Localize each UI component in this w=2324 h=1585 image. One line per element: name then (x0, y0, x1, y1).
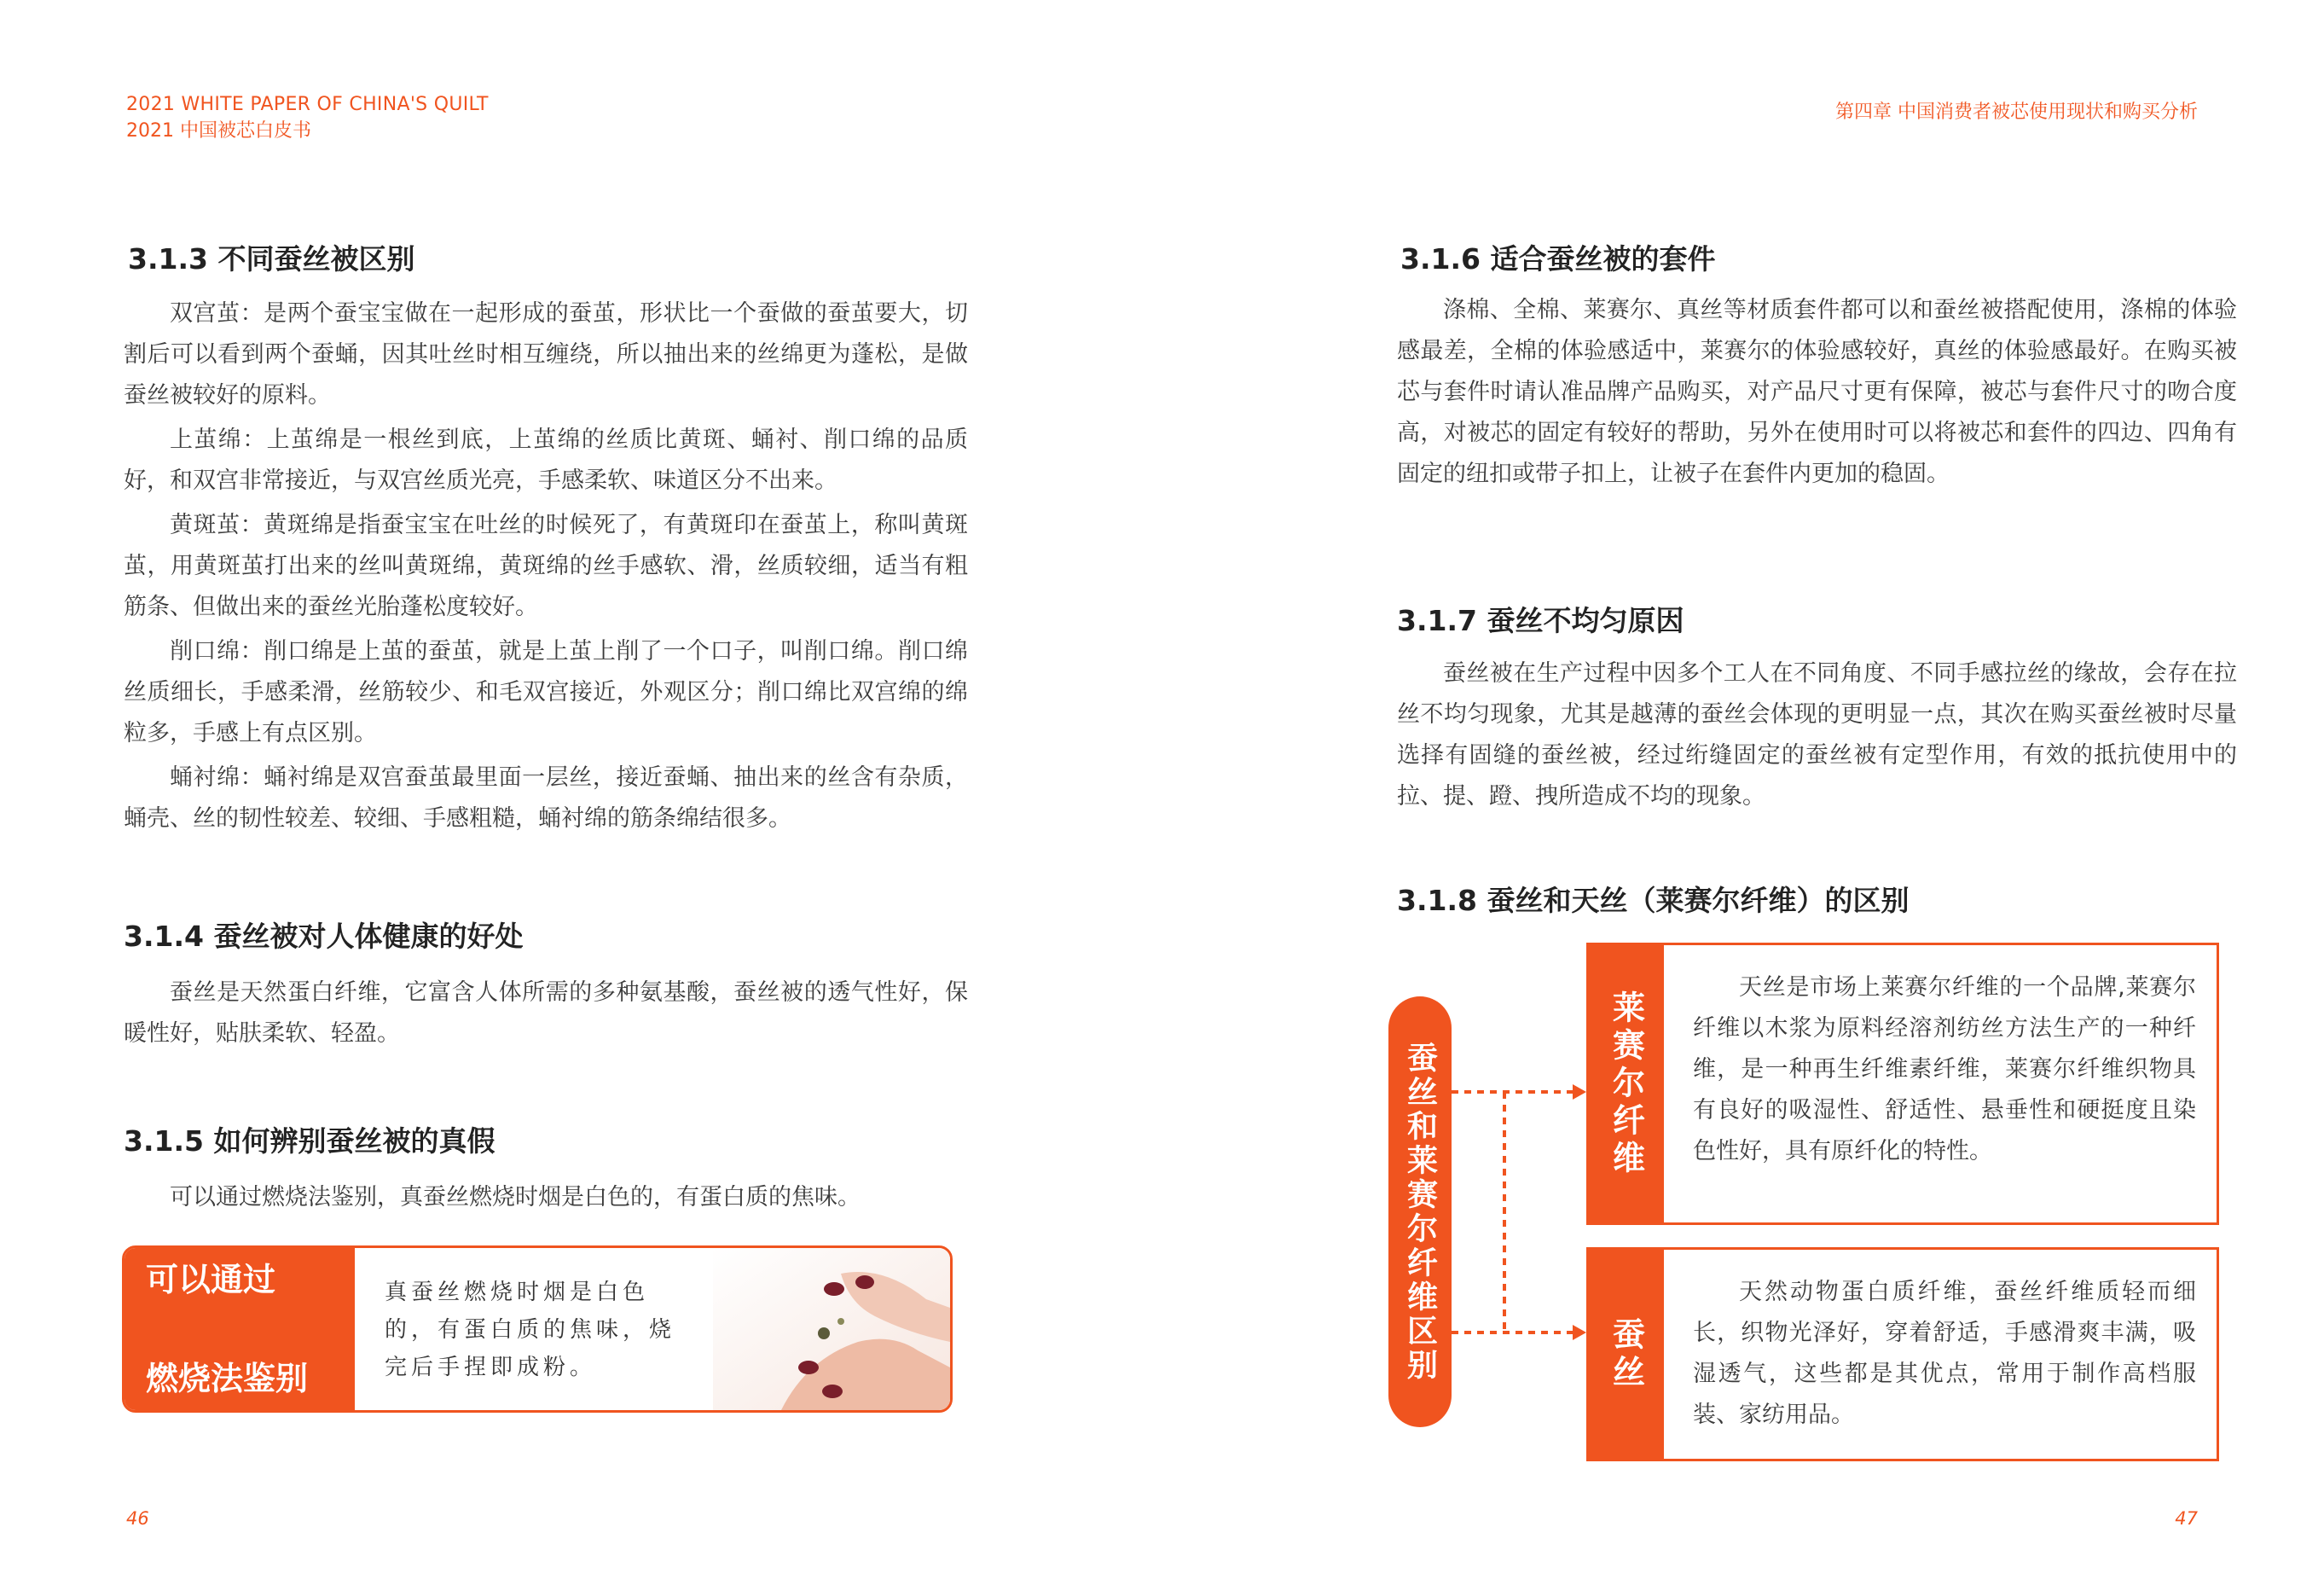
section-3-1-4-body (124, 972, 968, 1054)
section-3-1-5-title: 3.1.5 如何辨别蚕丝被的真假 (124, 1124, 496, 1158)
silk-card-text (1693, 1272, 2196, 1436)
paragraph-huangban: 黄斑茧：黄斑绵是指蚕宝宝在吐丝的时候死了，有黄斑印在蚕茧上，称叫黄斑茧，用黄斑茧打出来的丝叫黄斑绵，黄斑绵的丝手感软、滑，丝质较细，适当有粗筋条、但做出来的蚕丝光胎蓬松度较好。 (124, 512, 968, 620)
lyocell-tag-label: 莱赛尔纤维 (1607, 990, 1645, 1178)
burn-test-text: 真蚕丝燃烧时烟是白色的，有蛋白质的焦味，烧完后手捏即成粉。 (385, 1280, 676, 1380)
paragraph-shuanggong: 双宫茧：是两个蚕宝宝做在一起形成的蚕茧，形状比一个蚕做的蚕茧要大，切割后可以看到两个蚕蛹，因其吐丝时相互缠绕，所以抽出来的丝绵更为蓬松，是做蚕丝被较好的原料。 (124, 300, 968, 409)
section-3-1-6-body (1397, 290, 2237, 495)
header-title-en: 2021 WHITE PAPER OF CHINA'S QUILT (126, 94, 489, 115)
paragraph-xiaokou: 削口绵：削口绵是上茧的蚕茧，就是上茧上削了一个口子，叫削口绵。削口绵丝质细长，手感柔滑，丝筋较少、和毛双宫接近，外观区分；削口绵比双宫绵的绵粒多，手感上有点区别。 (124, 638, 968, 746)
paragraph-shangjian: 上茧绵：上茧绵是一根丝到底，上茧绵的丝质比黄斑、蛹衬、削口绵的品质好，和双宫非常接近，与双宫丝质光亮，手感柔软、味道区分不出来。 (124, 427, 968, 494)
burn-label-line-1: 可以通过 (146, 1261, 276, 1298)
page-number-left: 46 (126, 1508, 149, 1529)
section-3-1-3-title: 3.1.3 不同蚕丝被区别 (128, 242, 415, 276)
lyocell-card-tag (1589, 945, 1664, 1222)
paragraph-burn-test: 可以通过燃烧法鉴别，真蚕丝燃烧时烟是白色的，有蛋白质的焦味。 (170, 1184, 861, 1211)
section-3-1-4-title: 3.1.4 蚕丝被对人体健康的好处 (124, 920, 524, 953)
header-title-cn: 2021 中国被芯白皮书 (126, 120, 311, 142)
connector-arrows (1450, 1075, 1588, 1348)
silk-tag-label: 蚕丝 (1607, 1316, 1645, 1392)
burning-silk-photo (713, 1248, 950, 1410)
silk-card (1586, 1247, 2219, 1461)
burn-test-label (125, 1248, 355, 1410)
silk-description: 天然动物蛋白质纤维，蚕丝纤维质轻而细长，织物光泽好，穿着舒适，手感滑爽丰满，吸湿透气，这些都是其优点，常用于制作高档服装、家纺用品。 (1693, 1279, 2196, 1428)
lyocell-description: 天丝是市场上莱赛尔纤维的一个品牌,莱赛尔纤维以木浆为原料经溶剂纺丝方法生产的一种纤维，是一种再生纤维素纤维，莱赛尔纤维织物具有良好的吸湿性、舒适性、悬垂性和硬挺度且染色性好，具有原纤化的特性。 (1693, 974, 2196, 1164)
section-3-1-8-title: 3.1.8 蚕丝和天丝（莱赛尔纤维）的区别 (1397, 884, 1910, 917)
section-3-1-7-body (1397, 653, 2237, 817)
page-number-right: 47 (2175, 1508, 2198, 1529)
burn-label-line-2: 燃烧法鉴别 (146, 1360, 309, 1397)
paragraph-bedding-sets: 涤棉、全棉、莱赛尔、真丝等材质套件都可以和蚕丝被搭配使用，涤棉的体验感最差，全棉的体验感适中，莱赛尔的体验感较好，真丝的体验感最好。在购买被芯与套件时请认准品牌产品购买，对产品尺寸更有保障，被芯与套件尺寸的吻合度高，对被芯的固定有较好的帮助，另外在使用时可以将被芯和套件的四边、四角有固定的纽扣或带子扣上，让被子在套件内更加的稳固。 (1397, 297, 2237, 487)
section-3-1-6-title: 3.1.6 适合蚕丝被的套件 (1400, 242, 1716, 276)
lyocell-card-text (1693, 967, 2196, 1172)
paragraph-yongchen: 蛹衬绵：蛹衬绵是双宫蚕茧最里面一层丝，接近蚕蛹、抽出来的丝含有杂质，蛹壳、丝的韧性较差、较细、手感粗糙，蛹衬绵的筋条绵结很多。 (124, 764, 968, 832)
burn-test-callout (122, 1245, 953, 1413)
header-chapter-title: 第四章 中国消费者被芯使用现状和购买分析 (1835, 102, 2198, 123)
paragraph-health: 蚕丝是天然蛋白纤维，它富含人体所需的多种氨基酸，蚕丝被的透气性好，保暖性好，贴肤柔软、轻盈。 (124, 979, 968, 1047)
section-3-1-7-title: 3.1.7 蚕丝不均匀原因 (1397, 604, 1684, 637)
section-3-1-3-body (124, 293, 968, 839)
lyocell-card (1586, 943, 2219, 1225)
silk-card-tag (1589, 1250, 1664, 1459)
comparison-pill-label: 蚕丝和莱赛尔纤维区别 (1402, 1041, 1438, 1383)
comparison-pill (1388, 996, 1452, 1427)
section-3-1-5-body (124, 1177, 968, 1218)
paragraph-uneven-reason: 蚕丝被在生产过程中因多个工人在不同角度、不同手感拉丝的缘故，会存在拉丝不均匀现象，尤其是越薄的蚕丝会体现的更明显一点，其次在购买蚕丝被时尽量选择有固缝的蚕丝被，经过绗缝固定的蚕丝被有定型作用，有效的抵抗使用中的拉、提、蹬、拽所造成不均的现象。 (1397, 660, 2237, 810)
